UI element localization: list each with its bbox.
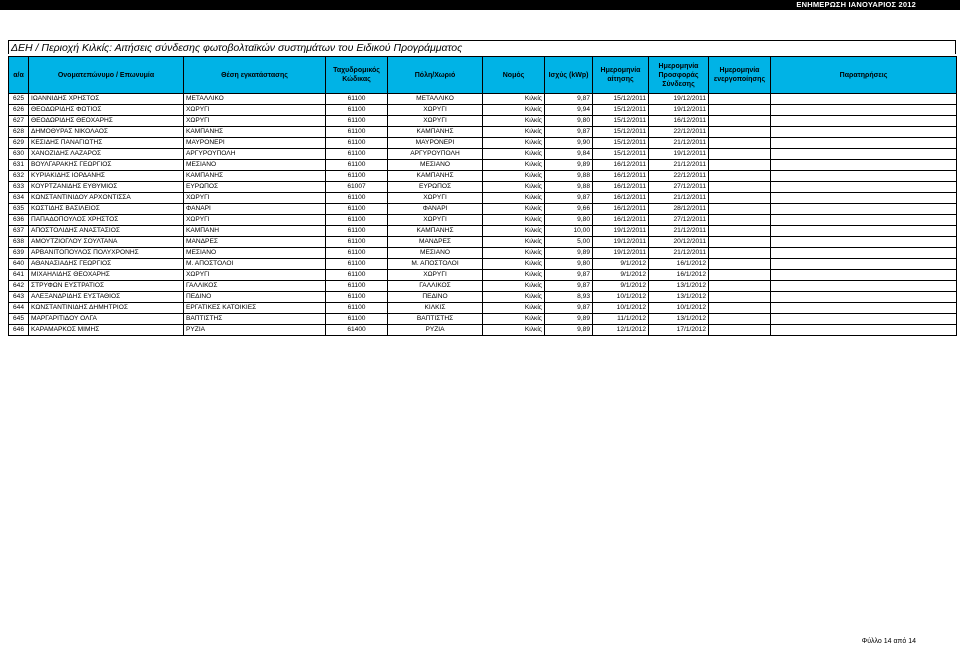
cell-aa: 635: [9, 204, 29, 215]
cell-location: ΡΥΖΙΑ: [184, 325, 326, 336]
cell-notes: [771, 171, 957, 182]
cell-power: 9,88: [545, 171, 593, 182]
cell-city: ΜΕΣΙΑΝΟ: [388, 160, 483, 171]
cell-postcode: 61100: [326, 237, 388, 248]
cell-postcode: 61100: [326, 171, 388, 182]
cell-location: ΧΩΡΥΓΙ: [184, 105, 326, 116]
cell-postcode: 61100: [326, 248, 388, 259]
cell-offer-date: 19/12/2011: [649, 105, 709, 116]
cell-postcode: 61400: [326, 325, 388, 336]
cell-power: 9,87: [545, 270, 593, 281]
cell-prefecture: Κιλκίς: [483, 325, 545, 336]
cell-postcode: 61100: [326, 149, 388, 160]
column-header-postcode: Ταχυδρομικός Κώδικας: [326, 57, 388, 94]
table-row: [9, 314, 957, 325]
cell-city: ΧΩΡΥΓΙ: [388, 215, 483, 226]
cell-aa: 633: [9, 182, 29, 193]
table-row: [9, 281, 957, 292]
cell-aa: 642: [9, 281, 29, 292]
cell-city: Μ. ΑΠΟΣΤΟΛΟΙ: [388, 259, 483, 270]
cell-postcode: 61100: [326, 314, 388, 325]
cell-power: 9,89: [545, 314, 593, 325]
cell-notes: [771, 325, 957, 336]
cell-postcode: 61100: [326, 138, 388, 149]
cell-name: ΑΠΟΣΤΟΛΙΔΗΣ ΑΝΑΣΤΑΣΙΟΣ: [29, 226, 184, 237]
cell-location: ΧΩΡΥΓΙ: [184, 193, 326, 204]
cell-aa: 636: [9, 215, 29, 226]
table-row: [9, 226, 957, 237]
cell-aa: 639: [9, 248, 29, 259]
cell-offer-date: 21/12/2011: [649, 226, 709, 237]
cell-location: ΕΥΡΩΠΟΣ: [184, 182, 326, 193]
cell-offer-date: 27/12/2011: [649, 182, 709, 193]
cell-offer-date: 17/1/2012: [649, 325, 709, 336]
cell-request-date: 9/1/2012: [593, 270, 649, 281]
cell-activation-date: [709, 237, 771, 248]
cell-notes: [771, 204, 957, 215]
cell-request-date: 16/12/2011: [593, 204, 649, 215]
cell-location: ΜΕΣΙΑΝΟ: [184, 248, 326, 259]
cell-prefecture: Κιλκίς: [483, 303, 545, 314]
cell-prefecture: Κιλκίς: [483, 259, 545, 270]
cell-aa: 643: [9, 292, 29, 303]
cell-power: 8,93: [545, 292, 593, 303]
cell-power: 9,90: [545, 138, 593, 149]
table-header-row: [9, 57, 957, 94]
update-label: ΕΝΗΜΕΡΩΣΗ ΙΑΝΟΥΑΡΙΟΣ 2012: [796, 0, 916, 9]
cell-notes: [771, 303, 957, 314]
table-row: [9, 138, 957, 149]
cell-activation-date: [709, 226, 771, 237]
cell-prefecture: Κιλκίς: [483, 149, 545, 160]
cell-activation-date: [709, 171, 771, 182]
cell-aa: 628: [9, 127, 29, 138]
cell-city: ΑΡΓΥΡΟΥΠΟΛΗ: [388, 149, 483, 160]
column-header-prefecture: Νομός: [483, 57, 545, 94]
cell-location: ΧΩΡΥΓΙ: [184, 116, 326, 127]
cell-activation-date: [709, 149, 771, 160]
cell-name: ΒΟΥΛΓΑΡΑΚΗΣ ΓΕΩΡΓΙΟΣ: [29, 160, 184, 171]
cell-prefecture: Κιλκίς: [483, 171, 545, 182]
cell-offer-date: 10/1/2012: [649, 303, 709, 314]
cell-activation-date: [709, 204, 771, 215]
table-row: [9, 237, 957, 248]
cell-location: ΜΕΣΙΑΝΟ: [184, 160, 326, 171]
cell-aa: 625: [9, 94, 29, 105]
cell-location: ΑΡΓΥΡΟΥΠΟΛΗ: [184, 149, 326, 160]
cell-prefecture: Κιλκίς: [483, 204, 545, 215]
cell-name: ΘΕΟΔΩΡΙΔΗΣ ΘΕΟΧΑΡΗΣ: [29, 116, 184, 127]
cell-offer-date: 16/12/2011: [649, 116, 709, 127]
table-row: [9, 270, 957, 281]
cell-postcode: 61100: [326, 160, 388, 171]
cell-postcode: 61100: [326, 281, 388, 292]
cell-location: ΒΑΠΤΙΣΤΗΣ: [184, 314, 326, 325]
cell-power: 9,88: [545, 182, 593, 193]
cell-request-date: 9/1/2012: [593, 259, 649, 270]
cell-power: 9,80: [545, 116, 593, 127]
cell-offer-date: 21/12/2011: [649, 138, 709, 149]
table-row: [9, 160, 957, 171]
cell-power: 9,87: [545, 303, 593, 314]
cell-prefecture: Κιλκίς: [483, 127, 545, 138]
cell-name: ΑΜΟΥΤΖΙΟΓΛΟΥ ΣΟΥΛΤΑΝΑ: [29, 237, 184, 248]
cell-city: ΚΑΜΠΑΝΗΣ: [388, 226, 483, 237]
cell-activation-date: [709, 303, 771, 314]
cell-location: ΧΩΡΥΓΙ: [184, 270, 326, 281]
cell-name: ΑΛΕΞΑΝΔΡΙΔΗΣ ΕΥΣΤΑΘΙΟΣ: [29, 292, 184, 303]
cell-offer-date: 16/1/2012: [649, 270, 709, 281]
cell-city: ΡΥΖΙΑ: [388, 325, 483, 336]
cell-name: ΔΗΜΟΘΥΡΑΣ ΝΙΚΟΛΑΟΣ: [29, 127, 184, 138]
cell-name: ΚΩΣΤΙΔΗΣ ΒΑΣΙΛΕΙΟΣ: [29, 204, 184, 215]
cell-offer-date: 20/12/2011: [649, 237, 709, 248]
cell-name: ΠΑΠΑΔΟΠΟΥΛΟΣ ΧΡΗΣΤΟΣ: [29, 215, 184, 226]
cell-prefecture: Κιλκίς: [483, 270, 545, 281]
cell-activation-date: [709, 259, 771, 270]
cell-power: 9,87: [545, 281, 593, 292]
cell-location: ΠΕΔΙΝΟ: [184, 292, 326, 303]
cell-power: 9,87: [545, 94, 593, 105]
cell-aa: 640: [9, 259, 29, 270]
cell-postcode: 61100: [326, 193, 388, 204]
cell-request-date: 15/12/2011: [593, 138, 649, 149]
cell-location: ΦΑΝΑΡΙ: [184, 204, 326, 215]
table-row: [9, 149, 957, 160]
cell-offer-date: 16/1/2012: [649, 259, 709, 270]
cell-activation-date: [709, 314, 771, 325]
cell-request-date: 16/12/2011: [593, 160, 649, 171]
cell-city: ΓΑΛΛΙΚΟΣ: [388, 281, 483, 292]
cell-power: 9,84: [545, 149, 593, 160]
cell-activation-date: [709, 215, 771, 226]
cell-request-date: 16/12/2011: [593, 193, 649, 204]
cell-name: ΜΙΧΑΗΛΙΔΗΣ ΘΕΟΧΑΡΗΣ: [29, 270, 184, 281]
column-header-aa: α/α: [9, 57, 29, 94]
cell-postcode: 61007: [326, 182, 388, 193]
cell-power: 5,00: [545, 237, 593, 248]
cell-postcode: 61100: [326, 226, 388, 237]
cell-request-date: 15/12/2011: [593, 94, 649, 105]
cell-activation-date: [709, 292, 771, 303]
cell-offer-date: 21/12/2011: [649, 160, 709, 171]
cell-name: ΚΑΡΑΜΑΡΚΟΣ ΜΙΜΗΣ: [29, 325, 184, 336]
cell-notes: [771, 292, 957, 303]
cell-postcode: 61100: [326, 259, 388, 270]
cell-power: 9,89: [545, 160, 593, 171]
cell-city: ΚΑΜΠΑΝΗΣ: [388, 171, 483, 182]
table-row: [9, 204, 957, 215]
table-row: [9, 248, 957, 259]
cell-offer-date: 28/12/2011: [649, 204, 709, 215]
table-row: [9, 105, 957, 116]
cell-notes: [771, 270, 957, 281]
cell-notes: [771, 105, 957, 116]
column-header-power: Ισχύς (kWp): [545, 57, 593, 94]
cell-offer-date: 13/1/2012: [649, 314, 709, 325]
cell-city: ΜΑΥΡΟΝΕΡΙ: [388, 138, 483, 149]
cell-city: ΦΑΝΑΡΙ: [388, 204, 483, 215]
cell-request-date: 19/12/2011: [593, 237, 649, 248]
cell-notes: [771, 94, 957, 105]
cell-name: ΑΡΒΑΝΙΤΟΠΟΥΛΟΣ ΠΟΛΥΧΡΟΝΗΣ: [29, 248, 184, 259]
cell-city: ΧΩΡΥΓΙ: [388, 105, 483, 116]
table-row: [9, 127, 957, 138]
cell-postcode: 61100: [326, 215, 388, 226]
cell-notes: [771, 237, 957, 248]
cell-offer-date: 19/12/2011: [649, 94, 709, 105]
cell-notes: [771, 281, 957, 292]
cell-activation-date: [709, 116, 771, 127]
cell-activation-date: [709, 127, 771, 138]
cell-city: ΚΙΛΚΙΣ: [388, 303, 483, 314]
cell-aa: 646: [9, 325, 29, 336]
cell-offer-date: 19/12/2011: [649, 149, 709, 160]
cell-prefecture: Κιλκίς: [483, 105, 545, 116]
cell-activation-date: [709, 182, 771, 193]
cell-aa: 631: [9, 160, 29, 171]
cell-notes: [771, 193, 957, 204]
cell-prefecture: Κιλκίς: [483, 292, 545, 303]
cell-location: ΜΑΥΡΟΝΕΡΙ: [184, 138, 326, 149]
cell-aa: 637: [9, 226, 29, 237]
cell-request-date: 16/12/2011: [593, 182, 649, 193]
cell-prefecture: Κιλκίς: [483, 226, 545, 237]
cell-activation-date: [709, 160, 771, 171]
cell-location: ΜΕΤΑΛΛΙΚΟ: [184, 94, 326, 105]
cell-name: ΜΑΡΓΑΡΙΤΙΔΟΥ ΟΛΓΑ: [29, 314, 184, 325]
cell-aa: 645: [9, 314, 29, 325]
cell-city: ΒΑΠΤΙΣΤΗΣ: [388, 314, 483, 325]
cell-postcode: 61100: [326, 204, 388, 215]
cell-notes: [771, 160, 957, 171]
cell-aa: 638: [9, 237, 29, 248]
cell-name: ΚΟΥΡΤΖΑΝΙΔΗΣ ΕΥΘΥΜΙΟΣ: [29, 182, 184, 193]
cell-offer-date: 22/12/2011: [649, 127, 709, 138]
cell-power: 9,89: [545, 325, 593, 336]
cell-notes: [771, 116, 957, 127]
cell-prefecture: Κιλκίς: [483, 182, 545, 193]
cell-notes: [771, 248, 957, 259]
table-row: [9, 325, 957, 336]
update-banner: [0, 0, 960, 10]
cell-power: 9,89: [545, 248, 593, 259]
cell-power: 9,87: [545, 193, 593, 204]
cell-activation-date: [709, 193, 771, 204]
cell-location: ΕΡΓΑΤΙΚΕΣ ΚΑΤΟΙΚΙΕΣ: [184, 303, 326, 314]
cell-notes: [771, 138, 957, 149]
cell-prefecture: Κιλκίς: [483, 94, 545, 105]
cell-location: ΜΑΝΔΡΕΣ: [184, 237, 326, 248]
cell-location: ΚΑΜΠΑΝΗΣ: [184, 171, 326, 182]
cell-aa: 641: [9, 270, 29, 281]
cell-power: 9,80: [545, 259, 593, 270]
applications-table: [8, 56, 957, 336]
cell-power: 9,94: [545, 105, 593, 116]
cell-postcode: 61100: [326, 94, 388, 105]
table-row: [9, 303, 957, 314]
cell-aa: 632: [9, 171, 29, 182]
cell-request-date: 16/12/2011: [593, 215, 649, 226]
cell-postcode: 61100: [326, 127, 388, 138]
column-header-offer-date: Ημερομηνία Προσφοράς Σύνδεσης: [649, 57, 709, 94]
cell-city: ΜΑΝΔΡΕΣ: [388, 237, 483, 248]
table-row: [9, 116, 957, 127]
cell-offer-date: 13/1/2012: [649, 292, 709, 303]
cell-location: Μ. ΑΠΟΣΤΟΛΟΙ: [184, 259, 326, 270]
cell-postcode: 61100: [326, 116, 388, 127]
cell-offer-date: 27/12/2011: [649, 215, 709, 226]
cell-notes: [771, 127, 957, 138]
cell-city: ΧΩΡΥΓΙ: [388, 270, 483, 281]
cell-aa: 630: [9, 149, 29, 160]
cell-offer-date: 22/12/2011: [649, 171, 709, 182]
cell-request-date: 11/1/2012: [593, 314, 649, 325]
cell-request-date: 15/12/2011: [593, 105, 649, 116]
cell-offer-date: 21/12/2011: [649, 248, 709, 259]
cell-city: ΧΩΡΥΓΙ: [388, 193, 483, 204]
cell-prefecture: Κιλκίς: [483, 248, 545, 259]
cell-city: ΚΑΜΠΑΝΗΣ: [388, 127, 483, 138]
cell-name: ΧΑΝΟΖΙΔΗΣ ΛΑΖΑΡΟΣ: [29, 149, 184, 160]
cell-offer-date: 21/12/2011: [649, 193, 709, 204]
cell-aa: 626: [9, 105, 29, 116]
column-header-notes: Παρατηρήσεις: [771, 57, 957, 94]
cell-prefecture: Κιλκίς: [483, 193, 545, 204]
cell-prefecture: Κιλκίς: [483, 215, 545, 226]
table-row: [9, 292, 957, 303]
cell-offer-date: 13/1/2012: [649, 281, 709, 292]
table-row: [9, 259, 957, 270]
cell-request-date: 19/12/2011: [593, 248, 649, 259]
table-row: [9, 215, 957, 226]
cell-aa: 644: [9, 303, 29, 314]
cell-request-date: 15/12/2011: [593, 127, 649, 138]
column-header-request-date: Ημερομηνία αίτησης: [593, 57, 649, 94]
cell-notes: [771, 215, 957, 226]
cell-name: ΑΘΑΝΑΣΙΑΔΗΣ ΓΕΩΡΓΙΟΣ: [29, 259, 184, 270]
cell-activation-date: [709, 138, 771, 149]
cell-notes: [771, 182, 957, 193]
cell-name: ΘΕΟΔΩΡΙΔΗΣ ΦΩΤΙΟΣ: [29, 105, 184, 116]
cell-request-date: 10/1/2012: [593, 292, 649, 303]
cell-power: 9,80: [545, 215, 593, 226]
cell-aa: 627: [9, 116, 29, 127]
cell-name: ΚΩΝΣΤΑΝΤΙΝΙΔΗΣ ΔΗΜΗΤΡΙΟΣ: [29, 303, 184, 314]
cell-activation-date: [709, 105, 771, 116]
cell-power: 9,87: [545, 127, 593, 138]
cell-postcode: 61100: [326, 105, 388, 116]
cell-city: ΜΕΣΙΑΝΟ: [388, 248, 483, 259]
cell-activation-date: [709, 94, 771, 105]
cell-notes: [771, 259, 957, 270]
cell-request-date: 16/12/2011: [593, 171, 649, 182]
cell-location: ΚΑΜΠΑΝΗ: [184, 226, 326, 237]
cell-city: ΠΕΔΙΝΟ: [388, 292, 483, 303]
table-row: [9, 182, 957, 193]
cell-postcode: 61100: [326, 303, 388, 314]
cell-location: ΧΩΡΥΓΙ: [184, 215, 326, 226]
page-title: ΔΕΗ / Περιοχή Κιλκίς: Αιτήσεις σύνδεσης φωτοβολταϊκών συστημάτων του Ειδικού Προγράμματος: [8, 40, 956, 54]
cell-request-date: 19/12/2011: [593, 226, 649, 237]
column-header-activation-date: Ημερομηνία ενεργοποίησης: [709, 57, 771, 94]
table-row: [9, 193, 957, 204]
cell-request-date: 10/1/2012: [593, 303, 649, 314]
cell-activation-date: [709, 281, 771, 292]
cell-activation-date: [709, 248, 771, 259]
cell-prefecture: Κιλκίς: [483, 314, 545, 325]
cell-city: ΧΩΡΥΓΙ: [388, 116, 483, 127]
cell-request-date: 9/1/2012: [593, 281, 649, 292]
cell-name: ΣΤΡΥΦΩΝ ΕΥΣΤΡΑΤΙΟΣ: [29, 281, 184, 292]
cell-postcode: 61100: [326, 292, 388, 303]
cell-prefecture: Κιλκίς: [483, 160, 545, 171]
cell-aa: 634: [9, 193, 29, 204]
column-header-location: Θέση εγκατάστασης: [184, 57, 326, 94]
cell-name: ΚΕΣΙΔΗΣ ΠΑΝΑΓΙΩΤΗΣ: [29, 138, 184, 149]
column-header-city: Πόλη/Χωριό: [388, 57, 483, 94]
cell-location: ΚΑΜΠΑΝΗΣ: [184, 127, 326, 138]
cell-power: 9,66: [545, 204, 593, 215]
column-header-name: Ονοματεπώνυμο / Επωνυμία: [29, 57, 184, 94]
cell-notes: [771, 314, 957, 325]
table-row: [9, 94, 957, 105]
cell-aa: 629: [9, 138, 29, 149]
cell-request-date: 12/1/2012: [593, 325, 649, 336]
cell-prefecture: Κιλκίς: [483, 138, 545, 149]
cell-notes: [771, 226, 957, 237]
cell-location: ΓΑΛΛΙΚΟΣ: [184, 281, 326, 292]
cell-activation-date: [709, 325, 771, 336]
cell-name: ΚΩΝΣΤΑΝΤΙΝΙΔΟΥ ΑΡΧΟΝΤΙΣΣΑ: [29, 193, 184, 204]
cell-request-date: 15/12/2011: [593, 116, 649, 127]
cell-name: ΚΥΡΙΑΚΙΔΗΣ ΙΟΡΔΑΝΗΣ: [29, 171, 184, 182]
cell-activation-date: [709, 270, 771, 281]
page-footer: Φύλλο 14 από 14: [861, 638, 916, 645]
cell-notes: [771, 149, 957, 160]
cell-prefecture: Κιλκίς: [483, 116, 545, 127]
table-row: [9, 171, 957, 182]
cell-city: ΜΕΤΑΛΛΙΚΟ: [388, 94, 483, 105]
cell-request-date: 15/12/2011: [593, 149, 649, 160]
cell-city: ΕΥΡΩΠΟΣ: [388, 182, 483, 193]
cell-prefecture: Κιλκίς: [483, 281, 545, 292]
cell-prefecture: Κιλκίς: [483, 237, 545, 248]
cell-power: 10,00: [545, 226, 593, 237]
cell-postcode: 61100: [326, 270, 388, 281]
cell-name: ΙΩΑΝΝΙΔΗΣ ΧΡΗΣΤΟΣ: [29, 94, 184, 105]
